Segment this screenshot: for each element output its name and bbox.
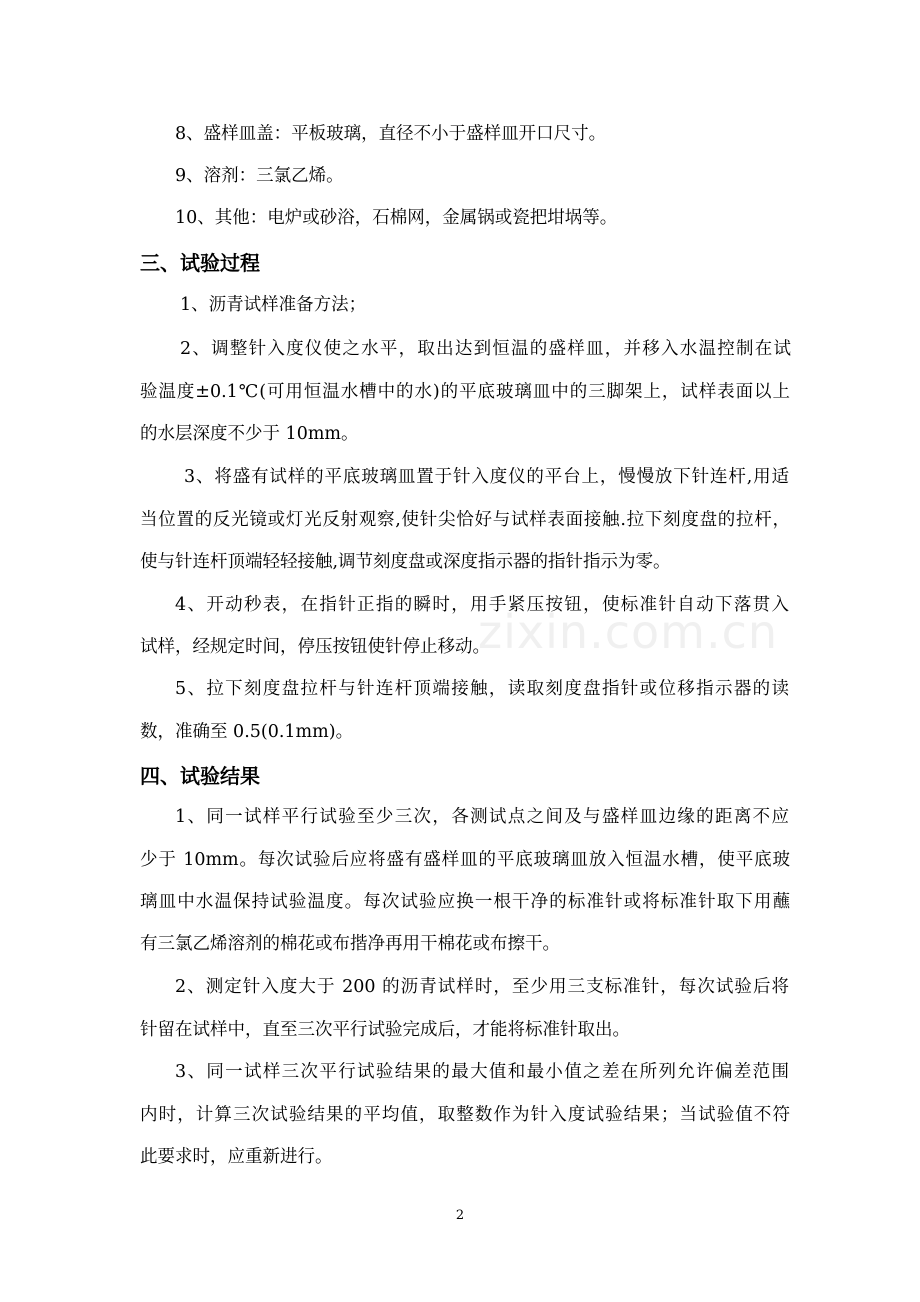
section-heading-procedure: 三、试验过程 bbox=[140, 251, 260, 275]
procedure-step-4-line: 试样，经规定时间，停压按钮使针停止移动。 bbox=[140, 637, 490, 657]
procedure-step-3-line: 当位置的反光镜或灯光反射观察,使针尖恰好与试样表面接触.拉下刻度盘的拉杆， bbox=[140, 510, 790, 530]
page-number: 2 bbox=[455, 1208, 465, 1223]
section-heading-results: 四、试验结果 bbox=[140, 764, 260, 788]
procedure-step-2-line: 2、调整针入度仪使之水平，取出达到恒温的盛样皿，并移入水温控制在试 bbox=[180, 339, 791, 359]
procedure-step-2-line: 的水层深度不少于 10mm。 bbox=[140, 424, 359, 444]
results-item-1-line: 有三氯乙烯溶剂的棉花或布揩净再用干棉花或布擦干。 bbox=[140, 934, 560, 954]
results-item-2-line: 2、测定针入度大于 200 的沥青试样时，至少用三支标准针，每次试验后将 bbox=[175, 977, 789, 997]
procedure-step-3-line: 3、将盛有试样的平底玻璃皿置于针入度仪的平台上，慢慢放下针连杆,用适 bbox=[184, 467, 789, 487]
procedure-step-1: 1、沥青试样准备方法； bbox=[180, 295, 367, 315]
list-item-10: 10、其他：电炉或砂浴，石棉网，金属锅或瓷把坩埚等。 bbox=[175, 208, 618, 228]
procedure-step-3-line: 使与针连杆顶端轻轻接触,调节刻度盘或深度指示器的指针指示为零。 bbox=[140, 552, 671, 572]
procedure-step-4-line: 4、开动秒表，在指针正指的瞬时，用手紧压按钮，使标准针自动下落贯入 bbox=[175, 595, 789, 615]
results-item-2-line: 针留在试样中，直至三次平行试验完成后，才能将标准针取出。 bbox=[140, 1020, 630, 1040]
watermark: zixin.com.cn bbox=[478, 605, 779, 659]
list-item-8: 8、盛样皿盖：平板玻璃，直径不小于盛样皿开口尺寸。 bbox=[175, 124, 607, 144]
list-item-9: 9、溶剂：三氯乙烯。 bbox=[175, 166, 344, 186]
results-item-1-line: 1、同一试样平行试验至少三次，各测试点之间及与盛样皿边缘的距离不应 bbox=[175, 807, 789, 827]
procedure-step-5-line: 5、拉下刻度盘拉杆与针连杆顶端接触，读取刻度盘指针或位移指示器的读 bbox=[175, 679, 789, 699]
results-item-3-line: 内时，计算三次试验结果的平均值，取整数作为针入度试验结果；当试验值不符 bbox=[140, 1105, 790, 1125]
results-item-1-line: 少于 10mm。每次试验后应将盛有盛样皿的平底玻璃皿放入恒温水槽，使平底玻 bbox=[140, 850, 790, 870]
results-item-3-line: 此要求时，应重新进行。 bbox=[140, 1147, 333, 1167]
procedure-step-5-line: 数，准确至 0.5(0.1mm)。 bbox=[140, 722, 354, 742]
results-item-1-line: 璃皿中水温保持试验温度。每次试验应换一根干净的标准针或将标准针取下用蘸 bbox=[140, 892, 790, 912]
procedure-step-2-line: 验温度±0.1℃(可用恒温水槽中的水)的平底玻璃皿中的三脚架上，试样表面以上 bbox=[140, 382, 790, 402]
results-item-3-line: 3、同一试样三次平行试验结果的最大值和最小值之差在所列允许偏差范围 bbox=[175, 1062, 789, 1082]
